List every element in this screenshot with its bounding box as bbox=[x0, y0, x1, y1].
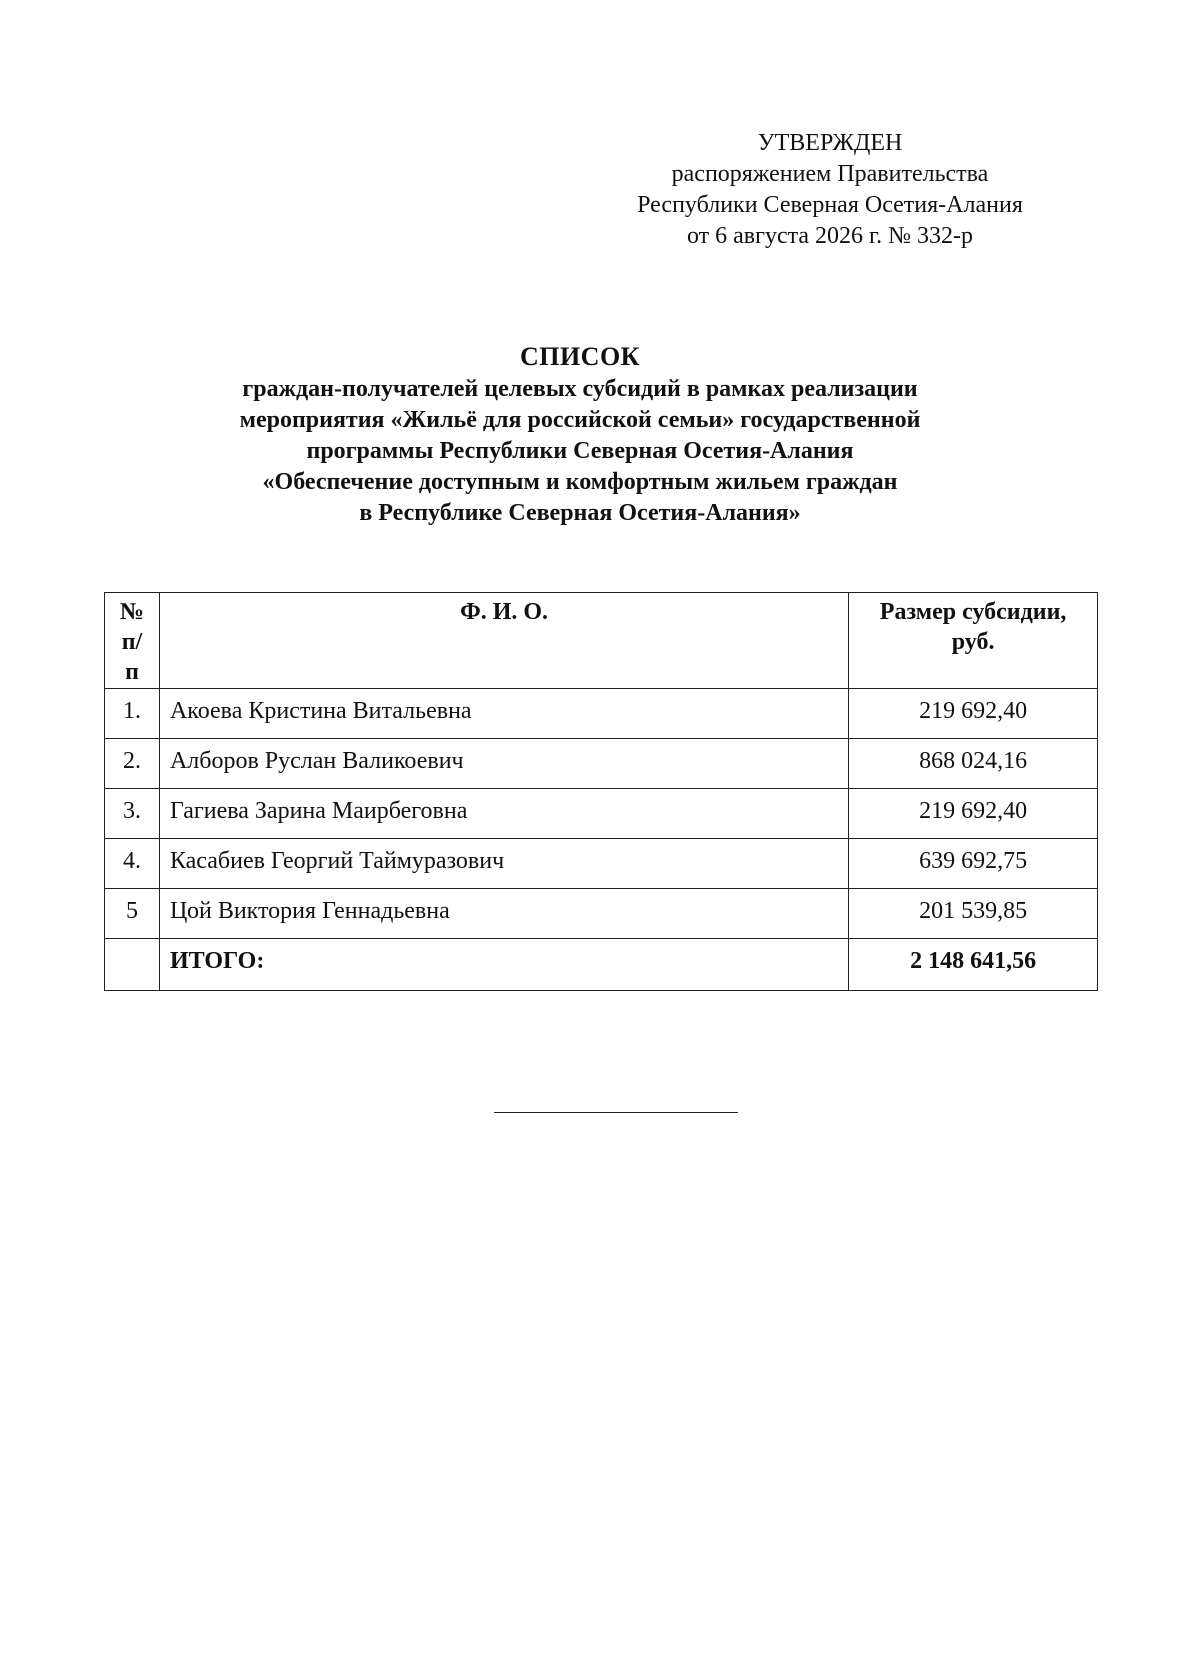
row-full-name: Акоева Кристина Витальевна bbox=[159, 689, 848, 739]
approval-authority: распоряжением Правительства bbox=[671, 161, 989, 187]
table-row bbox=[105, 789, 1098, 839]
row-full-name: Алборов Руслан Валикоевич bbox=[159, 739, 848, 789]
table-row bbox=[105, 739, 1098, 789]
title-line: мероприятия «Жильё для российской семьи» государственной bbox=[239, 407, 921, 433]
title-line: «Обеспечение доступным и комфортным жильем граждан bbox=[262, 469, 898, 495]
approval-republic: Республики Северная Осетия-Алания bbox=[637, 192, 1023, 218]
table-row bbox=[105, 689, 1098, 739]
document-title bbox=[120, 340, 1040, 529]
row-amount: 201 539,85 bbox=[849, 889, 1098, 939]
closing-separator-line bbox=[494, 1112, 738, 1113]
row-number: 5 bbox=[105, 889, 160, 939]
header-amount-line: руб. bbox=[951, 629, 995, 655]
row-amount: 868 024,16 bbox=[849, 739, 1098, 789]
row-number: 4. bbox=[105, 839, 160, 889]
total-number-empty bbox=[105, 939, 160, 991]
title-line: граждан-получателей целевых субсидий в рамках реализации bbox=[242, 376, 918, 402]
approval-heading: УТВЕРЖДЕН bbox=[757, 130, 903, 156]
table-row bbox=[105, 839, 1098, 889]
header-number bbox=[105, 593, 160, 689]
header-amount-line: Размер субсидии, bbox=[879, 599, 1067, 625]
row-amount: 219 692,40 bbox=[849, 689, 1098, 739]
approval-stamp bbox=[560, 128, 1100, 252]
row-full-name: Цой Виктория Геннадьевна bbox=[159, 889, 848, 939]
header-number-line: п bbox=[125, 659, 139, 685]
header-full-name: Ф. И. О. bbox=[159, 593, 848, 689]
row-number: 3. bbox=[105, 789, 160, 839]
row-amount: 219 692,40 bbox=[849, 789, 1098, 839]
header-number-line: п/ bbox=[121, 629, 143, 655]
row-amount: 639 692,75 bbox=[849, 839, 1098, 889]
title-line: в Республике Северная Осетия-Алания» bbox=[359, 500, 801, 526]
row-number: 2. bbox=[105, 739, 160, 789]
table-header-row bbox=[105, 593, 1098, 689]
row-full-name: Гагиева Зарина Маирбеговна bbox=[159, 789, 848, 839]
header-number-line: № bbox=[119, 599, 145, 625]
total-label: ИТОГО: bbox=[159, 939, 848, 991]
title-line: программы Республики Северная Осетия-Алания bbox=[306, 438, 854, 464]
table-total-row bbox=[105, 939, 1098, 991]
title-main: СПИСОК bbox=[519, 342, 641, 371]
approval-date-number: от 6 августа 2026 г. № 332-р bbox=[686, 223, 974, 249]
recipients-table bbox=[104, 592, 1098, 991]
row-full-name: Касабиев Георгий Таймуразович bbox=[159, 839, 848, 889]
table-row bbox=[105, 889, 1098, 939]
row-number: 1. bbox=[105, 689, 160, 739]
total-amount: 2 148 641,56 bbox=[849, 939, 1098, 991]
header-amount bbox=[849, 593, 1098, 689]
